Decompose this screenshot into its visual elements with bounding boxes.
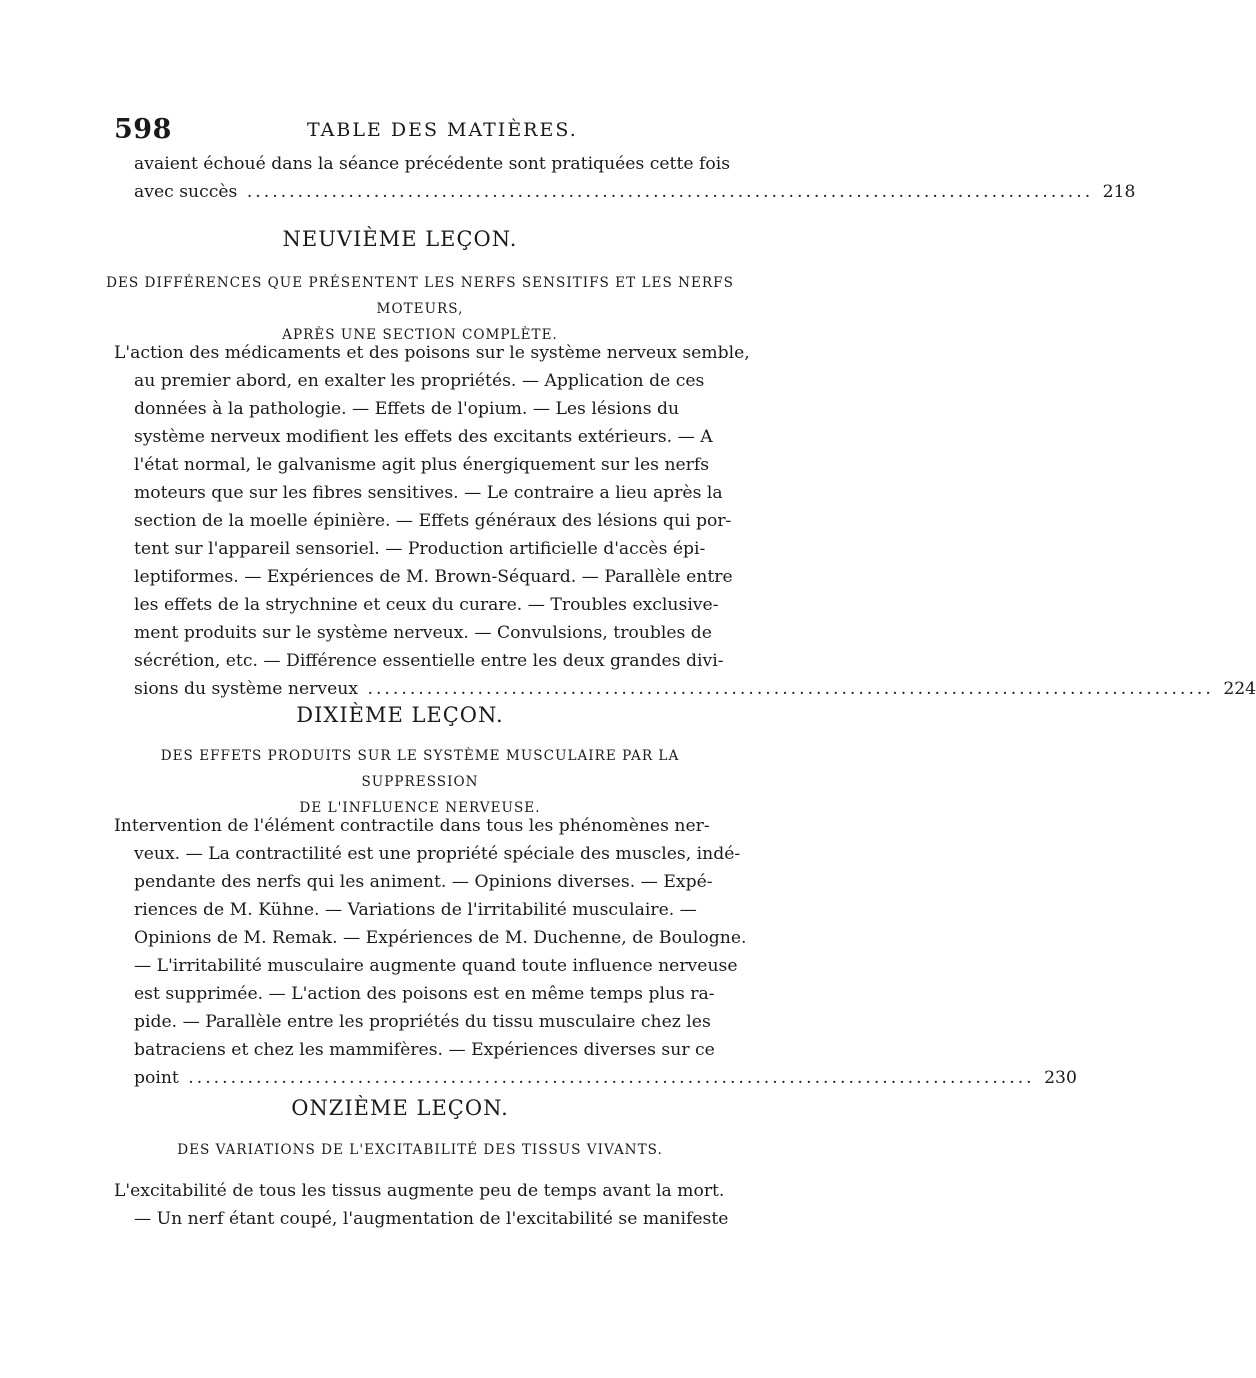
- lesson-title: DIXIÈME LEÇON.: [296, 703, 504, 727]
- toc-entry-line: [134, 178, 1136, 206]
- lesson-subtitle: [100, 270, 740, 348]
- lesson-summary: [114, 812, 1077, 1092]
- text-line: L'excitabilité de tous les tissus augmente peu de temps avant la mort.: [114, 1181, 725, 1201]
- entry-text: sions du système nerveux: [134, 679, 359, 699]
- text-line: batraciens et chez les mammifères. — Expériences diverses sur ce: [134, 1040, 715, 1060]
- text-line: au premier abord, en exalter les propriétés. — Application de ces: [134, 371, 705, 391]
- lesson-subtitle: [100, 1137, 740, 1163]
- page-header: [114, 114, 754, 144]
- text-line: — Un nerf étant coupé, l'augmentation de l'excitabilité se manifeste: [134, 1209, 729, 1229]
- lesson-summary: [114, 339, 1256, 703]
- toc-entry-line: [114, 1064, 1077, 1092]
- text-line: Opinions de M. Remak. — Expériences de M. Duchenne, de Boulogne.: [134, 928, 747, 948]
- subtitle-line: APRÈS UNE SECTION COMPLÈTE.: [282, 327, 558, 343]
- text-line: veux. — La contractilité est une propriété spéciale des muscles, indé-: [134, 844, 741, 864]
- text-line: ment produits sur le système nerveux. — Convulsions, troubles de: [134, 623, 712, 643]
- toc-entry-line: [114, 675, 1256, 703]
- subtitle-line: DE L'INFLUENCE NERVEUSE.: [299, 800, 541, 816]
- lesson-title: ONZIÈME LEÇON.: [291, 1096, 509, 1120]
- text-line: riences de M. Kühne. — Variations de l'irritabilité musculaire. —: [134, 900, 697, 920]
- text-line: leptiformes. — Expériences de M. Brown-Séquard. — Parallèle entre: [134, 567, 733, 587]
- text-line: pendante des nerfs qui les animent. — Opinions diverses. — Expé-: [134, 872, 713, 892]
- entry-text: avec succès: [134, 182, 238, 202]
- page-number: 598: [114, 114, 172, 145]
- subtitle-line: DES VARIATIONS DE L'EXCITABILITÉ DES TISSUS VIVANTS.: [177, 1142, 663, 1158]
- text-line: sécrétion, etc. — Différence essentielle entre les deux grandes divi-: [134, 651, 724, 671]
- text-line: — L'irritabilité musculaire augmente quand toute influence nerveuse: [134, 956, 738, 976]
- text-line: tent sur l'appareil sensoriel. — Production artificielle d'accès épi-: [134, 539, 706, 559]
- text-line: Intervention de l'élément contractile dans tous les phénomènes ner-: [114, 816, 710, 836]
- text-line: les effets de la strychnine et ceux du curare. — Troubles exclusive-: [134, 595, 719, 615]
- text-line: pide. — Parallèle entre les propriétés du tissu musculaire chez les: [134, 1012, 711, 1032]
- leader-dots: ....................................................................................................: [188, 1068, 1035, 1088]
- text-line: section de la moelle épinière. — Effets généraux des lésions qui por-: [134, 511, 732, 531]
- text-line: est supprimée. — L'action des poisons est en même temps plus ra-: [134, 984, 715, 1004]
- text-line: l'état normal, le galvanisme agit plus énergiquement sur les nerfs: [134, 455, 710, 475]
- entry-page-number: 218: [1102, 182, 1136, 202]
- running-title: TABLE DES MATIÈRES.: [307, 119, 578, 141]
- text-line: données à la pathologie. — Effets de l'opium. — Les lésions du: [134, 399, 680, 419]
- leader-dots: ....................................................................................................: [367, 679, 1214, 699]
- entry-text: point: [134, 1068, 179, 1088]
- leader-dots: ....................................................................................................: [246, 182, 1094, 202]
- lesson-title: NEUVIÈME LEÇON.: [282, 227, 518, 251]
- lesson-summary: [114, 1177, 736, 1233]
- lesson-subtitle: [100, 743, 740, 821]
- text-line: avaient échoué dans la séance précédente sont pratiquées cette fois: [134, 154, 731, 174]
- text-line: moteurs que sur les fibres sensitives. — Le contraire a lieu après la: [134, 483, 723, 503]
- subtitle-line: DES EFFETS PRODUITS SUR LE SYSTÈME MUSCULAIRE PAR LA SUPPRESSION: [160, 748, 680, 790]
- intro-paragraph: [134, 150, 1136, 206]
- text-line: système nerveux modifient les effets des excitants extérieurs. — A: [134, 427, 713, 447]
- subtitle-line: DES DIFFÉRENCES QUE PRÉSENTENT LES NERFS SENSITIFS ET LES NERFS MOTEURS,: [106, 275, 734, 317]
- text-line: L'action des médicaments et des poisons sur le système nerveux semble,: [114, 343, 750, 363]
- entry-page-number: 224: [1223, 679, 1256, 699]
- entry-page-number: 230: [1044, 1068, 1077, 1088]
